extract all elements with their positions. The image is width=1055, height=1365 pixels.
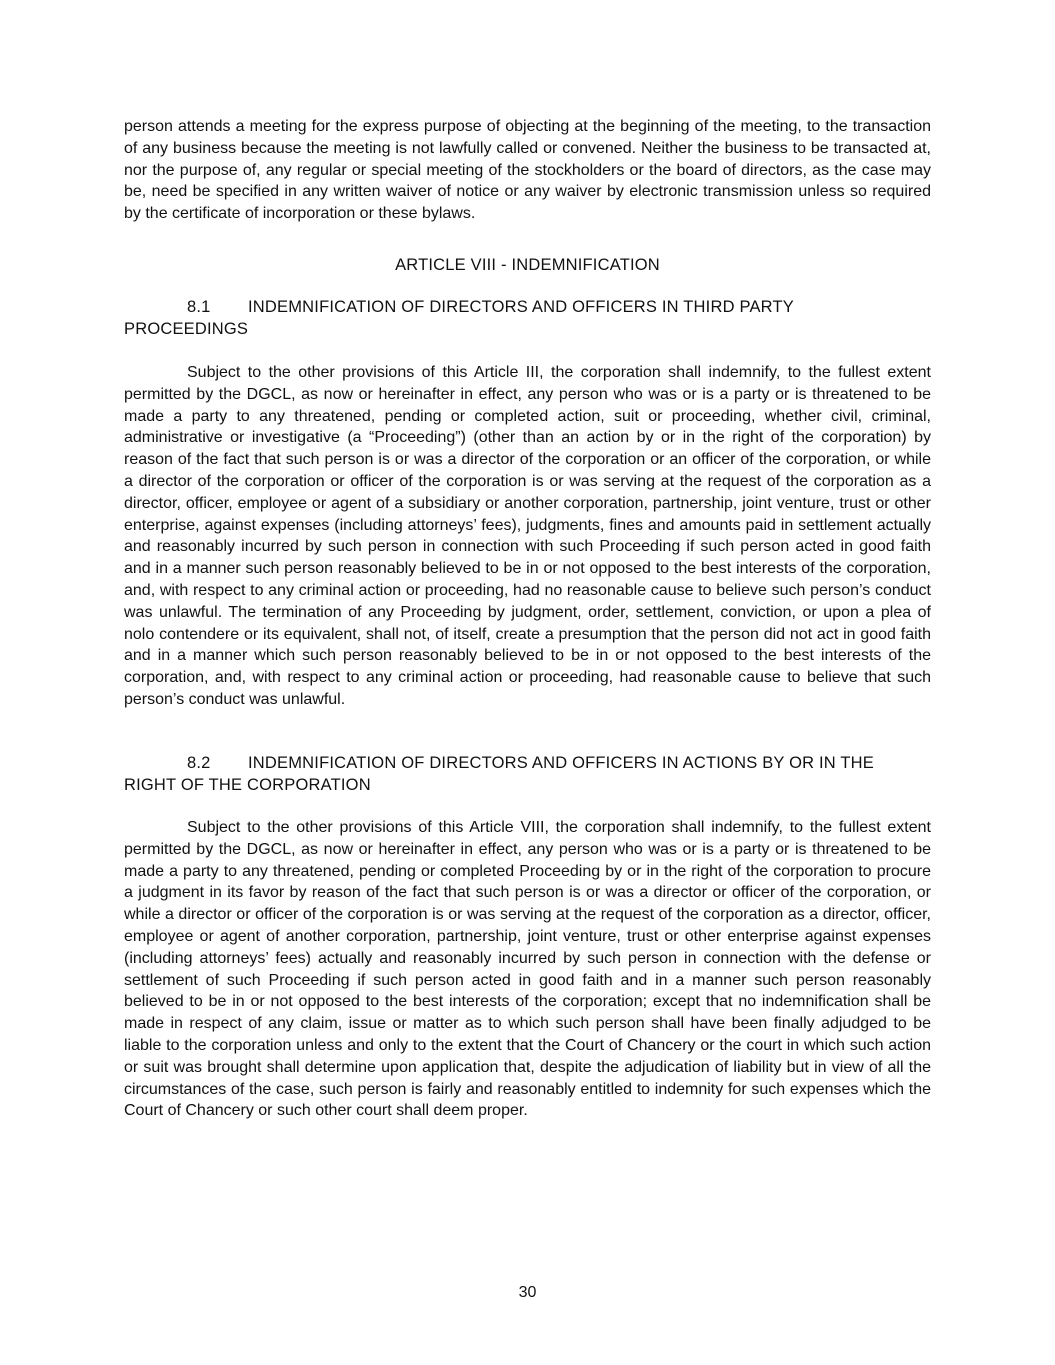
section-body-8-2 bbox=[124, 817, 931, 1122]
section-title: INDEMNIFICATION OF DIRECTORS AND OFFICERS IN ACTIONS BY OR IN THE RIGHT OF THE CORPORATION bbox=[124, 754, 875, 794]
page-number: 30 bbox=[518, 1284, 537, 1301]
article-heading: ARTICLE VIII - INDEMNIFICATION bbox=[395, 256, 660, 274]
section-heading-8-2 bbox=[124, 752, 914, 796]
section-heading-8-1 bbox=[124, 296, 914, 340]
section-number: 8.1 bbox=[187, 298, 211, 316]
section-number: 8.2 bbox=[187, 754, 211, 772]
carryover-paragraph: person attends a meeting for the express purpose of objecting at the beginning of the meeting, to the transaction of any business because the meeting is not lawfully called or convened. Neither the business to be transacted at, nor the purpose of, any regular or special meeting of the stockholders or the board of directors, as the case may be, need be specified in any written waiver of notice or any waiver by electronic transmission unless so required by the certificate of incorporation or these bylaws. bbox=[124, 118, 931, 223]
section-body-8-1 bbox=[124, 362, 931, 711]
section-body-text: Subject to the other provisions of this Article VIII, the corporation shall indemnify, to the fullest extent permitted by the DGCL, as now or hereinafter in effect, any person who was or is a party or is threatened to be made a party to any threatened, pending or completed Proceeding by or in the right of the corporation to procure a judgment in its favor by reason of the fact that such person is or was a director or officer of the corporation, or while a director or officer of the corporation is or was serving at the request of the corporation as a director, officer, employee or agent of another corporation, partnership, joint venture, trust or other enterprise against expenses (including attorneys’ fees) actually and reasonably incurred by such person in connection with the defense or settlement of such Proceeding if such person acted in good faith and in a manner such person reasonably believed to be in or not opposed to the best interests of the corporation; except that no indemnification shall be made in respect of any claim, issue or matter as to which such person shall have been finally adjudged to be liable to the corporation unless and only to the extent that the Court of Chancery or the court in which such action or suit was brought shall determine upon application that, despite the adjudication of liability but in view of all the circumstances of the case, such person is fairly and reasonably entitled to indemnity for such expenses which the Court of Chancery or such other court shall deem proper. bbox=[124, 819, 931, 1120]
section-title: INDEMNIFICATION OF DIRECTORS AND OFFICERS IN THIRD PARTY PROCEEDINGS bbox=[124, 298, 794, 338]
section-body-text: Subject to the other provisions of this Article III, the corporation shall indemnify, to the fullest extent permitted by the DGCL, as now or hereinafter in effect, any person who was or is a party or is threatened to be made a party to any threatened, pending or completed action, suit or proceeding, whether civil, criminal, administrative or investigative (a “Proceeding”) (other than an action by or in the right of the corporation) by reason of the fact that such person is or was a director of the corporation or an officer of the corporation, or while a director of the corporation or officer of the corporation is or was serving at the request of the corporation as a director, officer, employee or agent of a subsidiary or another corporation, partnership, joint venture, trust or other enterprise, against expenses (including attorneys’ fees), judgments, fines and amounts paid in settlement actually and reasonably incurred by such person in connection with such Proceeding if such person acted in good faith and in a manner such person reasonably believed to be in or not opposed to the best interests of the corporation, and, with respect to any criminal action or proceeding, had no reasonable cause to believe such person’s conduct was unlawful. The termination of any Proceeding by judgment, order, settlement, conviction, or upon a plea of nolo contendere or its equivalent, shall not, of itself, create a presumption that the person did not act in good faith and in a manner which such person reasonably believed to be in or not opposed to the best interests of the corporation, and, with respect to any criminal action or proceeding, had reasonable cause to believe that such person’s conduct was unlawful. bbox=[124, 364, 931, 708]
